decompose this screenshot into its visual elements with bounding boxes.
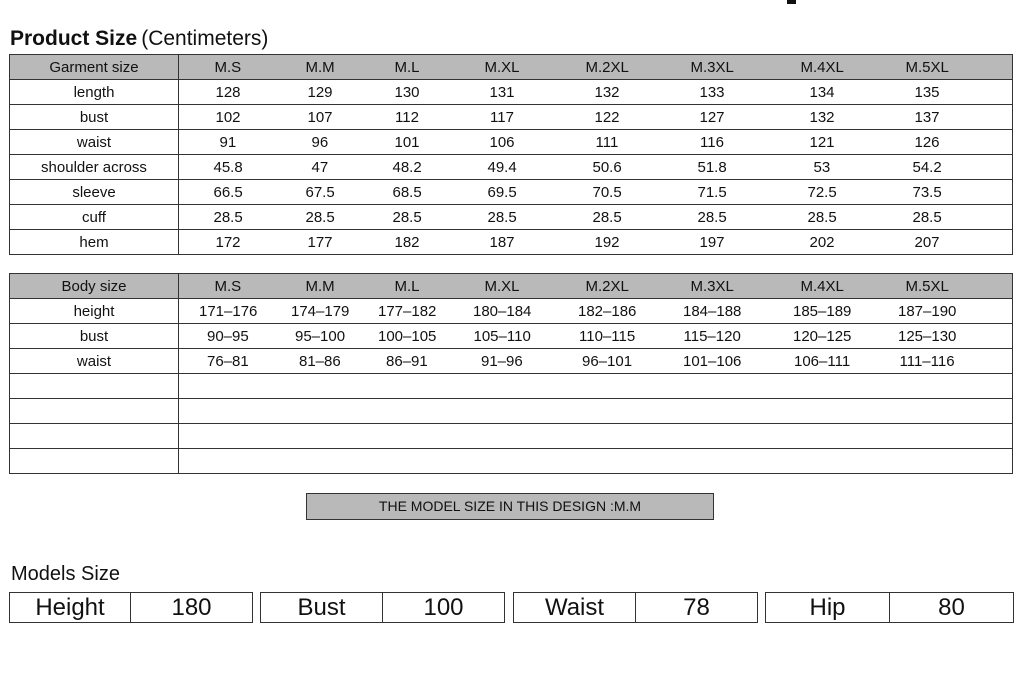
size-value: 71.5 [697, 184, 727, 201]
body-header-label-values [179, 274, 1013, 299]
size-value: M.5XL [905, 59, 949, 76]
size-value: 96–101 [582, 353, 633, 370]
table-row [10, 180, 1013, 205]
garment-header-label-values [179, 55, 1013, 80]
size-value: 131 [489, 84, 515, 101]
body-header-row [10, 274, 1013, 299]
size-value: 111–116 [899, 353, 955, 370]
size-value: M.L [394, 278, 420, 295]
size-value: 134 [809, 84, 835, 101]
size-value: M.3XL [690, 278, 734, 295]
size-value: 81–86 [299, 353, 341, 370]
size-value: 135 [914, 84, 940, 101]
size-value: 115–120 [683, 328, 741, 345]
row-label: hem [10, 230, 179, 255]
value-row [179, 205, 1012, 229]
size-value: 182–186 [578, 303, 637, 320]
size-value: M.M [305, 278, 335, 295]
size-value: 28.5 [912, 209, 942, 226]
empty-cell [10, 424, 179, 449]
size-value: 68.5 [392, 184, 422, 201]
table-row [10, 230, 1013, 255]
size-value: 126 [914, 134, 940, 151]
value-row [179, 155, 1012, 179]
size-value: 177–182 [378, 303, 437, 320]
size-value: 132 [809, 109, 835, 126]
model-measure-label: Bust [261, 593, 383, 622]
table-row [10, 324, 1013, 349]
size-value: 133 [699, 84, 725, 101]
body-size-table [9, 273, 1013, 474]
empty-row [10, 399, 1013, 424]
row-label: length [10, 80, 179, 105]
value-row [179, 180, 1012, 204]
size-value: M.5XL [905, 278, 949, 295]
size-value: 182 [394, 234, 420, 251]
size-value: 184–188 [683, 303, 742, 320]
size-value: 66.5 [213, 184, 243, 201]
table-row [10, 105, 1013, 130]
value-row [179, 105, 1012, 129]
size-value: 101–106 [683, 353, 742, 370]
empty-cell [10, 399, 179, 424]
model-measure-value: 80 [938, 594, 965, 621]
size-value: 187–190 [898, 303, 957, 320]
size-value: 49.4 [487, 159, 517, 176]
table-row [10, 299, 1013, 324]
size-value: 28.5 [592, 209, 622, 226]
empty-cell [179, 399, 1013, 424]
empty-cell [10, 374, 179, 399]
size-value: 76–81 [207, 353, 249, 370]
size-value: M.XL [484, 59, 520, 76]
garment-size-table [9, 54, 1013, 255]
model-measure-height [9, 592, 253, 623]
title-text: Product Size [10, 27, 138, 50]
size-value: M.S [214, 278, 242, 295]
size-value: M.2XL [585, 59, 629, 76]
title-unit: (Centimeters) [141, 27, 269, 50]
row-label: sleeve [10, 180, 179, 205]
size-value: 207 [914, 234, 940, 251]
size-value: 180–184 [473, 303, 532, 320]
row-label-values [179, 130, 1013, 155]
row-label-values [179, 180, 1013, 205]
size-value: 73.5 [912, 184, 942, 201]
size-value: M.3XL [690, 59, 734, 76]
size-value: 51.8 [697, 159, 727, 176]
size-value: 86–91 [386, 353, 428, 370]
size-value: 202 [809, 234, 835, 251]
size-value: 96 [311, 134, 329, 151]
row-label: bust [10, 105, 179, 130]
top-edge-mark [787, 0, 796, 4]
size-value: M.L [394, 59, 420, 76]
size-value: 192 [594, 234, 620, 251]
empty-cell [179, 449, 1013, 474]
size-value: M.XL [484, 278, 520, 295]
empty-cell [179, 374, 1013, 399]
table-row [10, 349, 1013, 374]
model-measure-bust [260, 592, 505, 623]
size-value: 128 [215, 84, 241, 101]
row-label: height [10, 299, 179, 324]
value-row [179, 349, 1012, 373]
size-value: M.4XL [800, 278, 844, 295]
page-title [10, 26, 268, 52]
size-value: 125–130 [898, 328, 957, 345]
row-label-values [179, 80, 1013, 105]
models-size-table [9, 592, 1013, 623]
value-row [179, 80, 1012, 104]
empty-row [10, 424, 1013, 449]
size-value: 137 [914, 109, 940, 126]
size-value: 132 [594, 84, 620, 101]
size-value: 129 [307, 84, 333, 101]
size-value: 177 [307, 234, 333, 251]
size-value: 54.2 [912, 159, 942, 176]
size-value: 110–115 [579, 328, 636, 345]
empty-cell [179, 424, 1013, 449]
size-value: 67.5 [305, 184, 335, 201]
size-value: 197 [699, 234, 725, 251]
value-row [179, 230, 1012, 254]
value-row [179, 130, 1012, 154]
model-measure-hip [765, 592, 1014, 623]
size-value: 28.5 [213, 209, 243, 226]
size-value: 187 [489, 234, 515, 251]
value-row [179, 324, 1012, 348]
size-value: 107 [307, 109, 333, 126]
row-label: bust [10, 324, 179, 349]
size-value: 105–110 [473, 328, 531, 345]
size-value: 117 [490, 109, 514, 126]
size-value: 101 [394, 134, 420, 151]
size-value: 171–176 [199, 303, 258, 320]
garment-header-row [10, 55, 1013, 80]
size-value: 72.5 [807, 184, 837, 201]
size-value: 130 [394, 84, 420, 101]
size-value: 95–100 [295, 328, 346, 345]
empty-cell [10, 449, 179, 474]
size-value: 127 [699, 109, 725, 126]
row-label-values [179, 324, 1013, 349]
size-value: 28.5 [392, 209, 422, 226]
model-measure-value: 100 [423, 594, 464, 621]
row-label: waist [10, 130, 179, 155]
value-row [179, 299, 1012, 323]
size-value: 28.5 [305, 209, 335, 226]
body-header-label: Body size [10, 274, 179, 299]
size-value: 185–189 [793, 303, 852, 320]
size-value: 28.5 [697, 209, 727, 226]
row-label-values [179, 349, 1013, 374]
model-measure-label: Height [10, 593, 131, 622]
size-value: M.S [214, 59, 242, 76]
size-value: 121 [809, 134, 835, 151]
table-row [10, 155, 1013, 180]
size-value: 45.8 [213, 159, 243, 176]
size-value: 120–125 [793, 328, 852, 345]
model-size-note: THE MODEL SIZE IN THIS DESIGN :M.M [306, 493, 714, 520]
value-row [179, 55, 1012, 79]
model-measure-waist [513, 592, 758, 623]
size-value: 102 [215, 109, 241, 126]
size-value: 47 [311, 159, 329, 176]
size-value: 90–95 [207, 328, 249, 345]
row-label: waist [10, 349, 179, 374]
table-row [10, 130, 1013, 155]
size-value: 111 [595, 134, 619, 151]
size-value: 28.5 [487, 209, 517, 226]
table-row [10, 205, 1013, 230]
row-label-values [179, 155, 1013, 180]
row-label-values [179, 230, 1013, 255]
size-value: 91 [219, 134, 237, 151]
empty-row [10, 449, 1013, 474]
model-measure-value: 180 [171, 594, 212, 621]
garment-header-label: Garment size [10, 55, 179, 80]
size-value: 172 [215, 234, 241, 251]
size-value: 50.6 [592, 159, 622, 176]
size-value: 106–111 [794, 353, 851, 370]
size-value: 122 [594, 109, 620, 126]
row-label-values [179, 105, 1013, 130]
models-size-title: Models Size [11, 563, 120, 585]
model-measure-label: Hip [766, 593, 890, 622]
size-value: 91–96 [481, 353, 523, 370]
row-label: cuff [10, 205, 179, 230]
model-measure-label: Waist [514, 593, 636, 622]
size-value: 106 [489, 134, 515, 151]
model-measure-value: 78 [683, 594, 710, 621]
row-label-values [179, 299, 1013, 324]
size-value: M.2XL [585, 278, 629, 295]
size-value: 112 [395, 109, 419, 126]
size-value: 48.2 [392, 159, 422, 176]
size-value: 69.5 [487, 184, 517, 201]
table-row [10, 80, 1013, 105]
size-value: M.4XL [800, 59, 844, 76]
size-value: 28.5 [807, 209, 837, 226]
size-value: 174–179 [291, 303, 350, 320]
size-value: M.M [305, 59, 335, 76]
size-value: 100–105 [378, 328, 437, 345]
row-label-values [179, 205, 1013, 230]
size-value: 70.5 [592, 184, 622, 201]
size-value: 53 [813, 159, 831, 176]
value-row [179, 274, 1012, 298]
row-label: shoulder across [10, 155, 179, 180]
empty-row [10, 374, 1013, 399]
size-value: 116 [700, 134, 724, 151]
